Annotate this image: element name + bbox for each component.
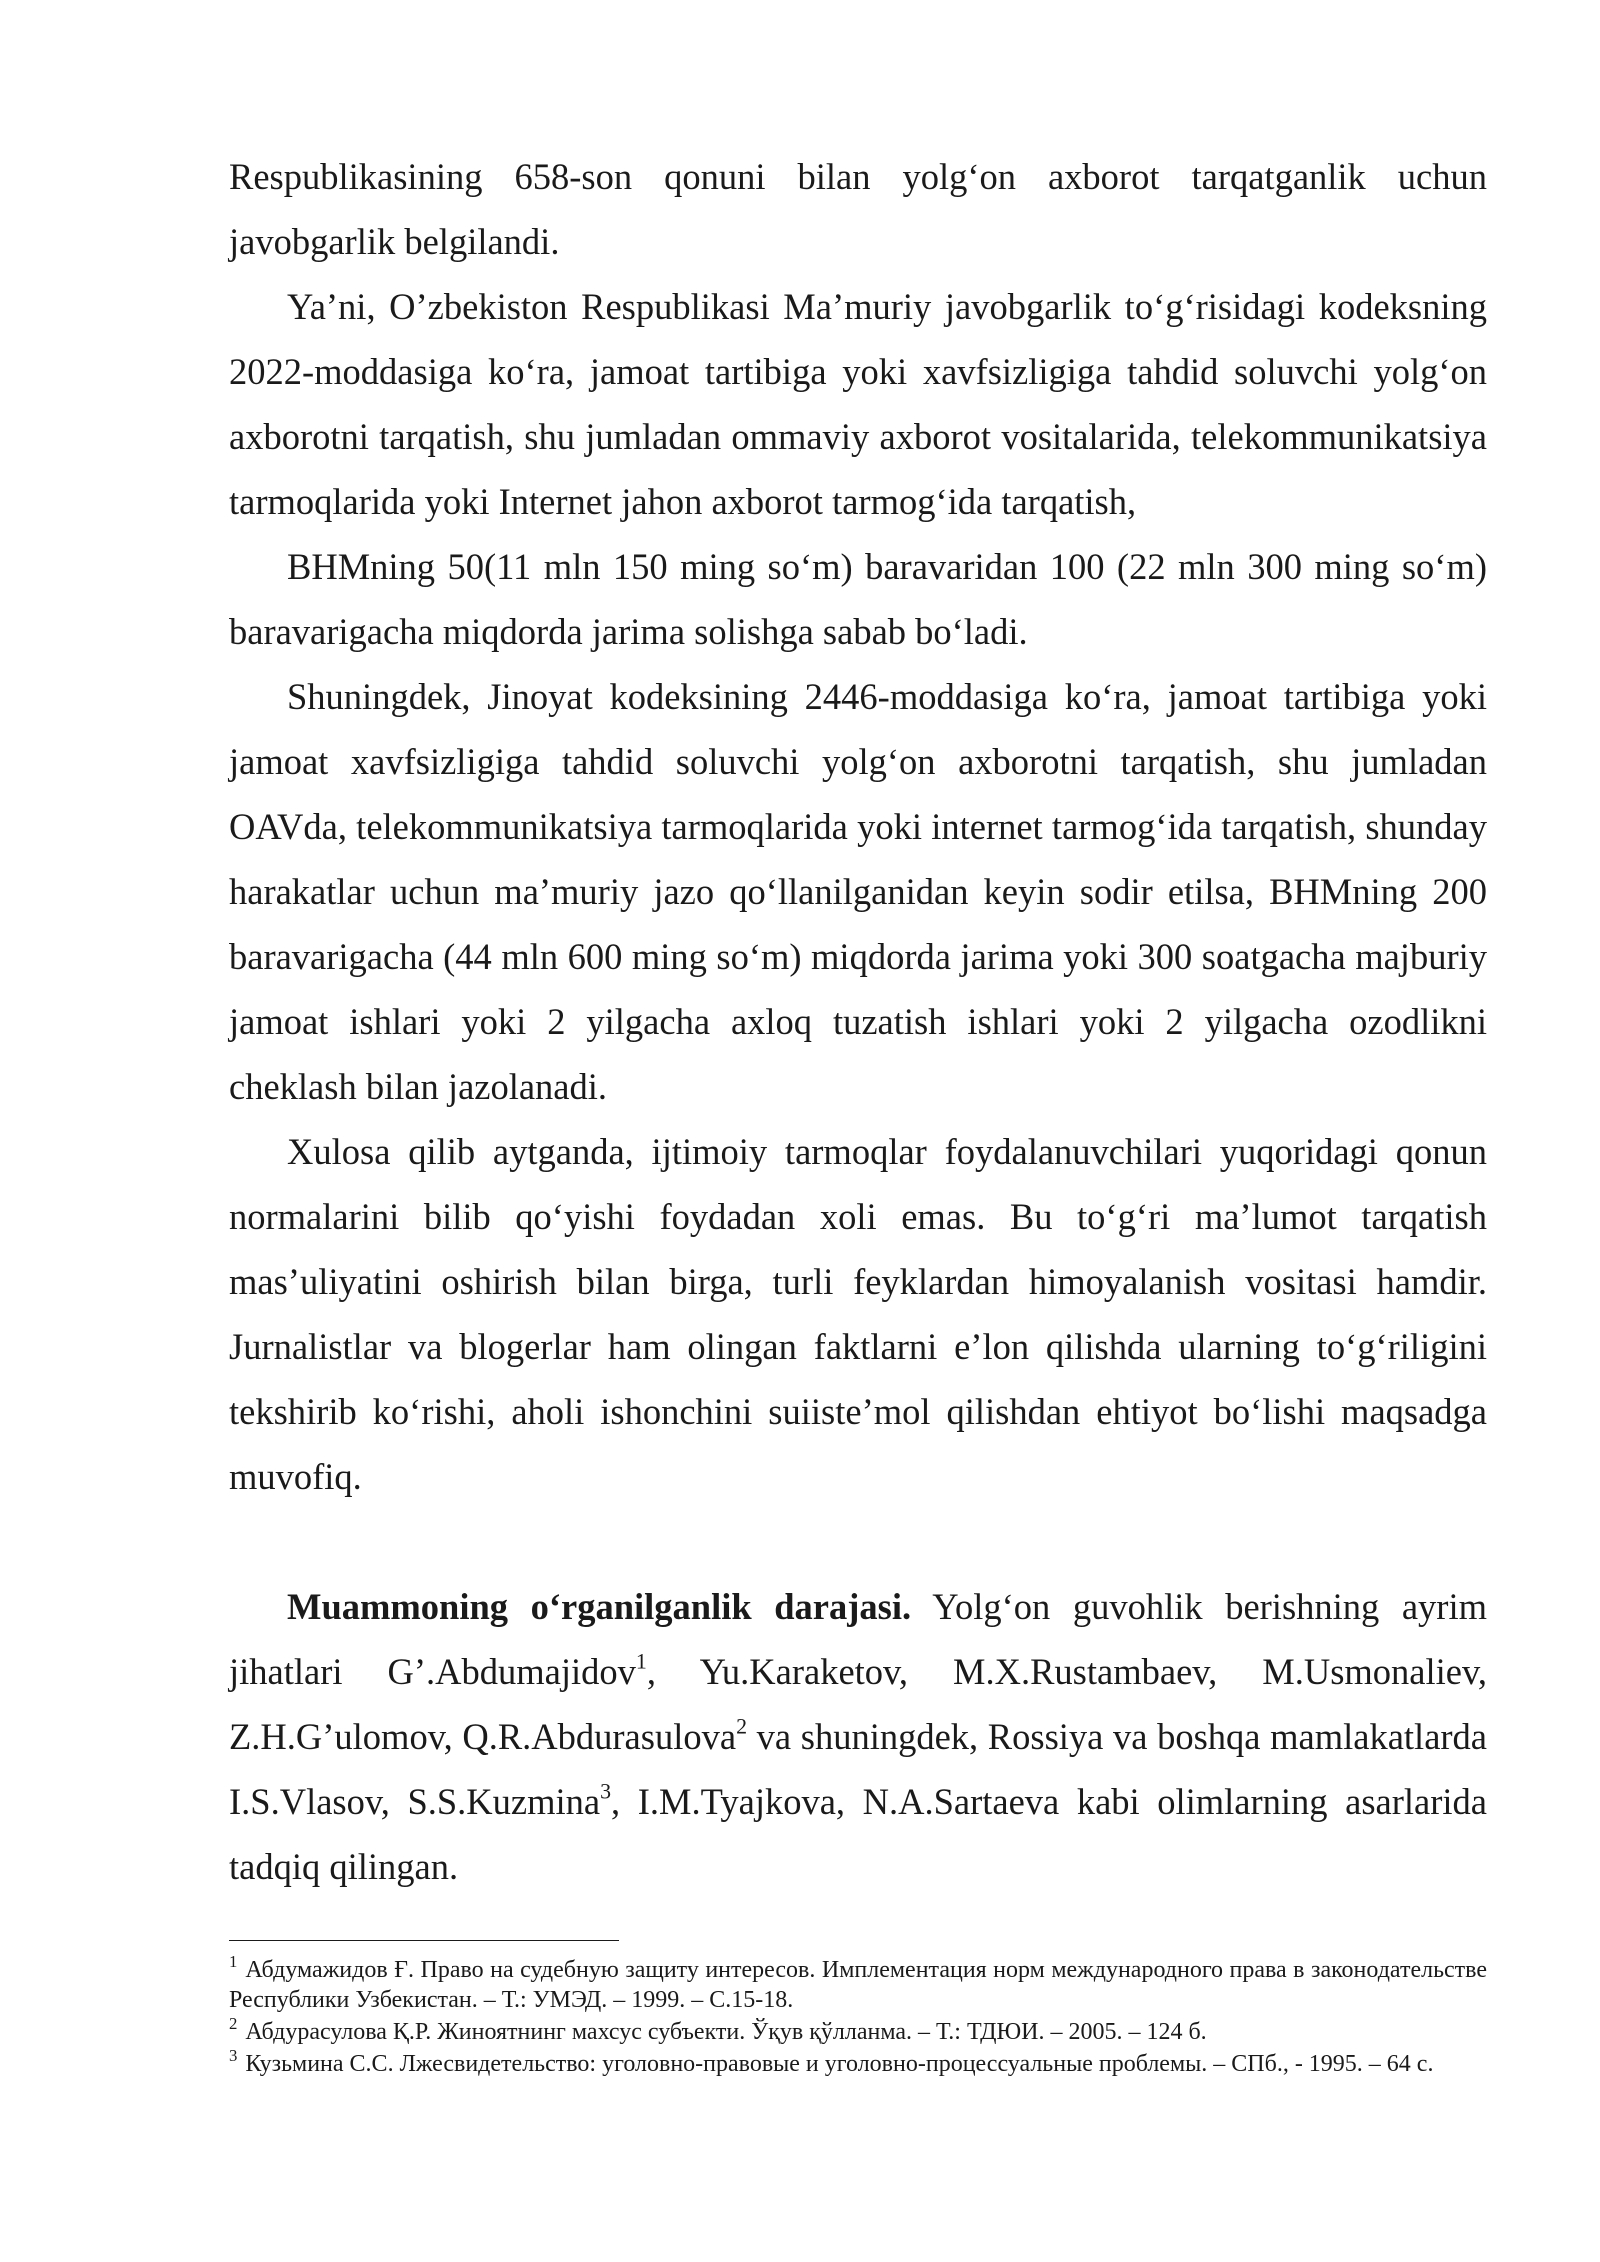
footnote-number: 3 xyxy=(229,2045,238,2065)
paragraph-4: Shuningdek, Jinoyat kodeksining 2446-moddasiga ko‘ra, jamoat tartibiga yoki jamoat xavfsizligiga tahdid soluvchi yolg‘on axborotni tarqatish, shu jumladan OAVda, telekommunikatsiya tarmoqlarida yoki internet tarmog‘ida tarqatish, shunday harakatlar uchun ma’muriy jazo qo‘llanilganidan keyin sodir etilsa, BHMning 200 baravarigacha (44 mln 600 ming so‘m) miqdorda jarima yoki 300 soatgacha majburiy jamoat ishlari yoki 2 yilgacha axloq tuzatish ishlari yoki 2 yilgacha ozodlikni cheklash bilan jazolanadi. xyxy=(229,676,1487,1107)
section-paragraph xyxy=(229,1574,1487,1899)
section-heading: Muammoning o‘rganilganlik darajasi. xyxy=(287,1586,912,1627)
section-text-4: , I.M.Tyajkova, N.A.Sartaeva kabi olimlarning asarlarida tadqiq qilingan. xyxy=(229,1781,1487,1887)
footnote-number: 2 xyxy=(229,2013,238,2033)
footnote-ref-1[interactable]: 1 xyxy=(635,1648,647,1674)
paragraph-1: Respublikasining 658-son qonuni bilan yolg‘on axborot tarqatganlik uchun javobgarlik belgilandi. xyxy=(229,156,1487,262)
footnote-2 xyxy=(229,2013,1487,2047)
footnote-1 xyxy=(229,1951,1487,2015)
section-text-3: va shuningdek, Rossiya va boshqa mamlakatlarda I.S.Vlasov, S.S.Kuzmina xyxy=(229,1716,1488,1822)
footnote-ref-2[interactable]: 2 xyxy=(736,1713,748,1739)
body-text xyxy=(229,144,1487,1899)
paragraph-3: BHMning 50(11 mln 150 ming so‘m) baravaridan 100 (22 mln 300 ming so‘m) baravarigacha miqdorda jarima solishga sabab bo‘ladi. xyxy=(229,546,1487,652)
footnote-text: Кузьмина С.С. Лжесвидетельство: уголовно-правовые и уголовно-процессуальные проблемы. – СПб., - 1995. – 64 с. xyxy=(245,2051,1434,2077)
footnote-number: 1 xyxy=(229,1951,238,1971)
footnote-3 xyxy=(229,2045,1487,2079)
footnotes xyxy=(229,1951,1487,2081)
paragraph-5: Xulosa qilib aytganda, ijtimoiy tarmoqlar foydalanuvchilari yuqoridagi qonun normalarini bilib qo‘yishi foydadan xoli emas. Bu to‘g‘ri ma’lumot tarqatish mas’uliyatini oshirish bilan birga, turli feyklardan himoyalanish vositasi hamdir. Jurnalistlar va blogerlar ham olingan faktlarni e’lon qilishda ularning to‘g‘riligini tekshirib ko‘rishi, aholi ishonchini suiiste’mol qilishdan ehtiyot bo‘lishi maqsadga muvofiq. xyxy=(229,1131,1487,1497)
section-text-1: Yolg‘on guvohlik berishning ayrim jihatlari G’.Abdumajidov xyxy=(229,1586,1487,1692)
footnote-text: Абдурасулова Қ.Р. Жиноятнинг махсус субъекти. Ўқув қўлланма. – Т.: ТДЮИ. – 2005. – 124 б. xyxy=(245,2019,1207,2045)
footnote-separator xyxy=(229,1940,619,1941)
paragraph-2: Ya’ni, O’zbekiston Respublikasi Ma’muriy javobgarlik to‘g‘risidagi kodeksning 2022-moddasiga ko‘ra, jamoat tartibiga yoki xavfsizligiga tahdid soluvchi yolg‘on axborotni tarqatish, shu jumladan ommaviy axborot vositalarida, telekommunikatsiya tarmoqlarida yoki Internet jahon axborot tarmog‘ida tarqatish, xyxy=(229,286,1487,522)
section-text-2: , Yu.Karaketov, M.X.Rustambaev, M.Usmonaliev, Z.H.G’ulomov, Q.R.Abdurasulova xyxy=(229,1651,1487,1757)
footnote-text: Абдумажидов Ғ. Право на судебную защиту интересов. Имплементация норм международного права в законодательстве Республики Узбекистан. – Т.: УМЭД. – 1999. – С.15-18. xyxy=(229,1957,1487,2013)
footnote-ref-3[interactable]: 3 xyxy=(600,1778,612,1804)
